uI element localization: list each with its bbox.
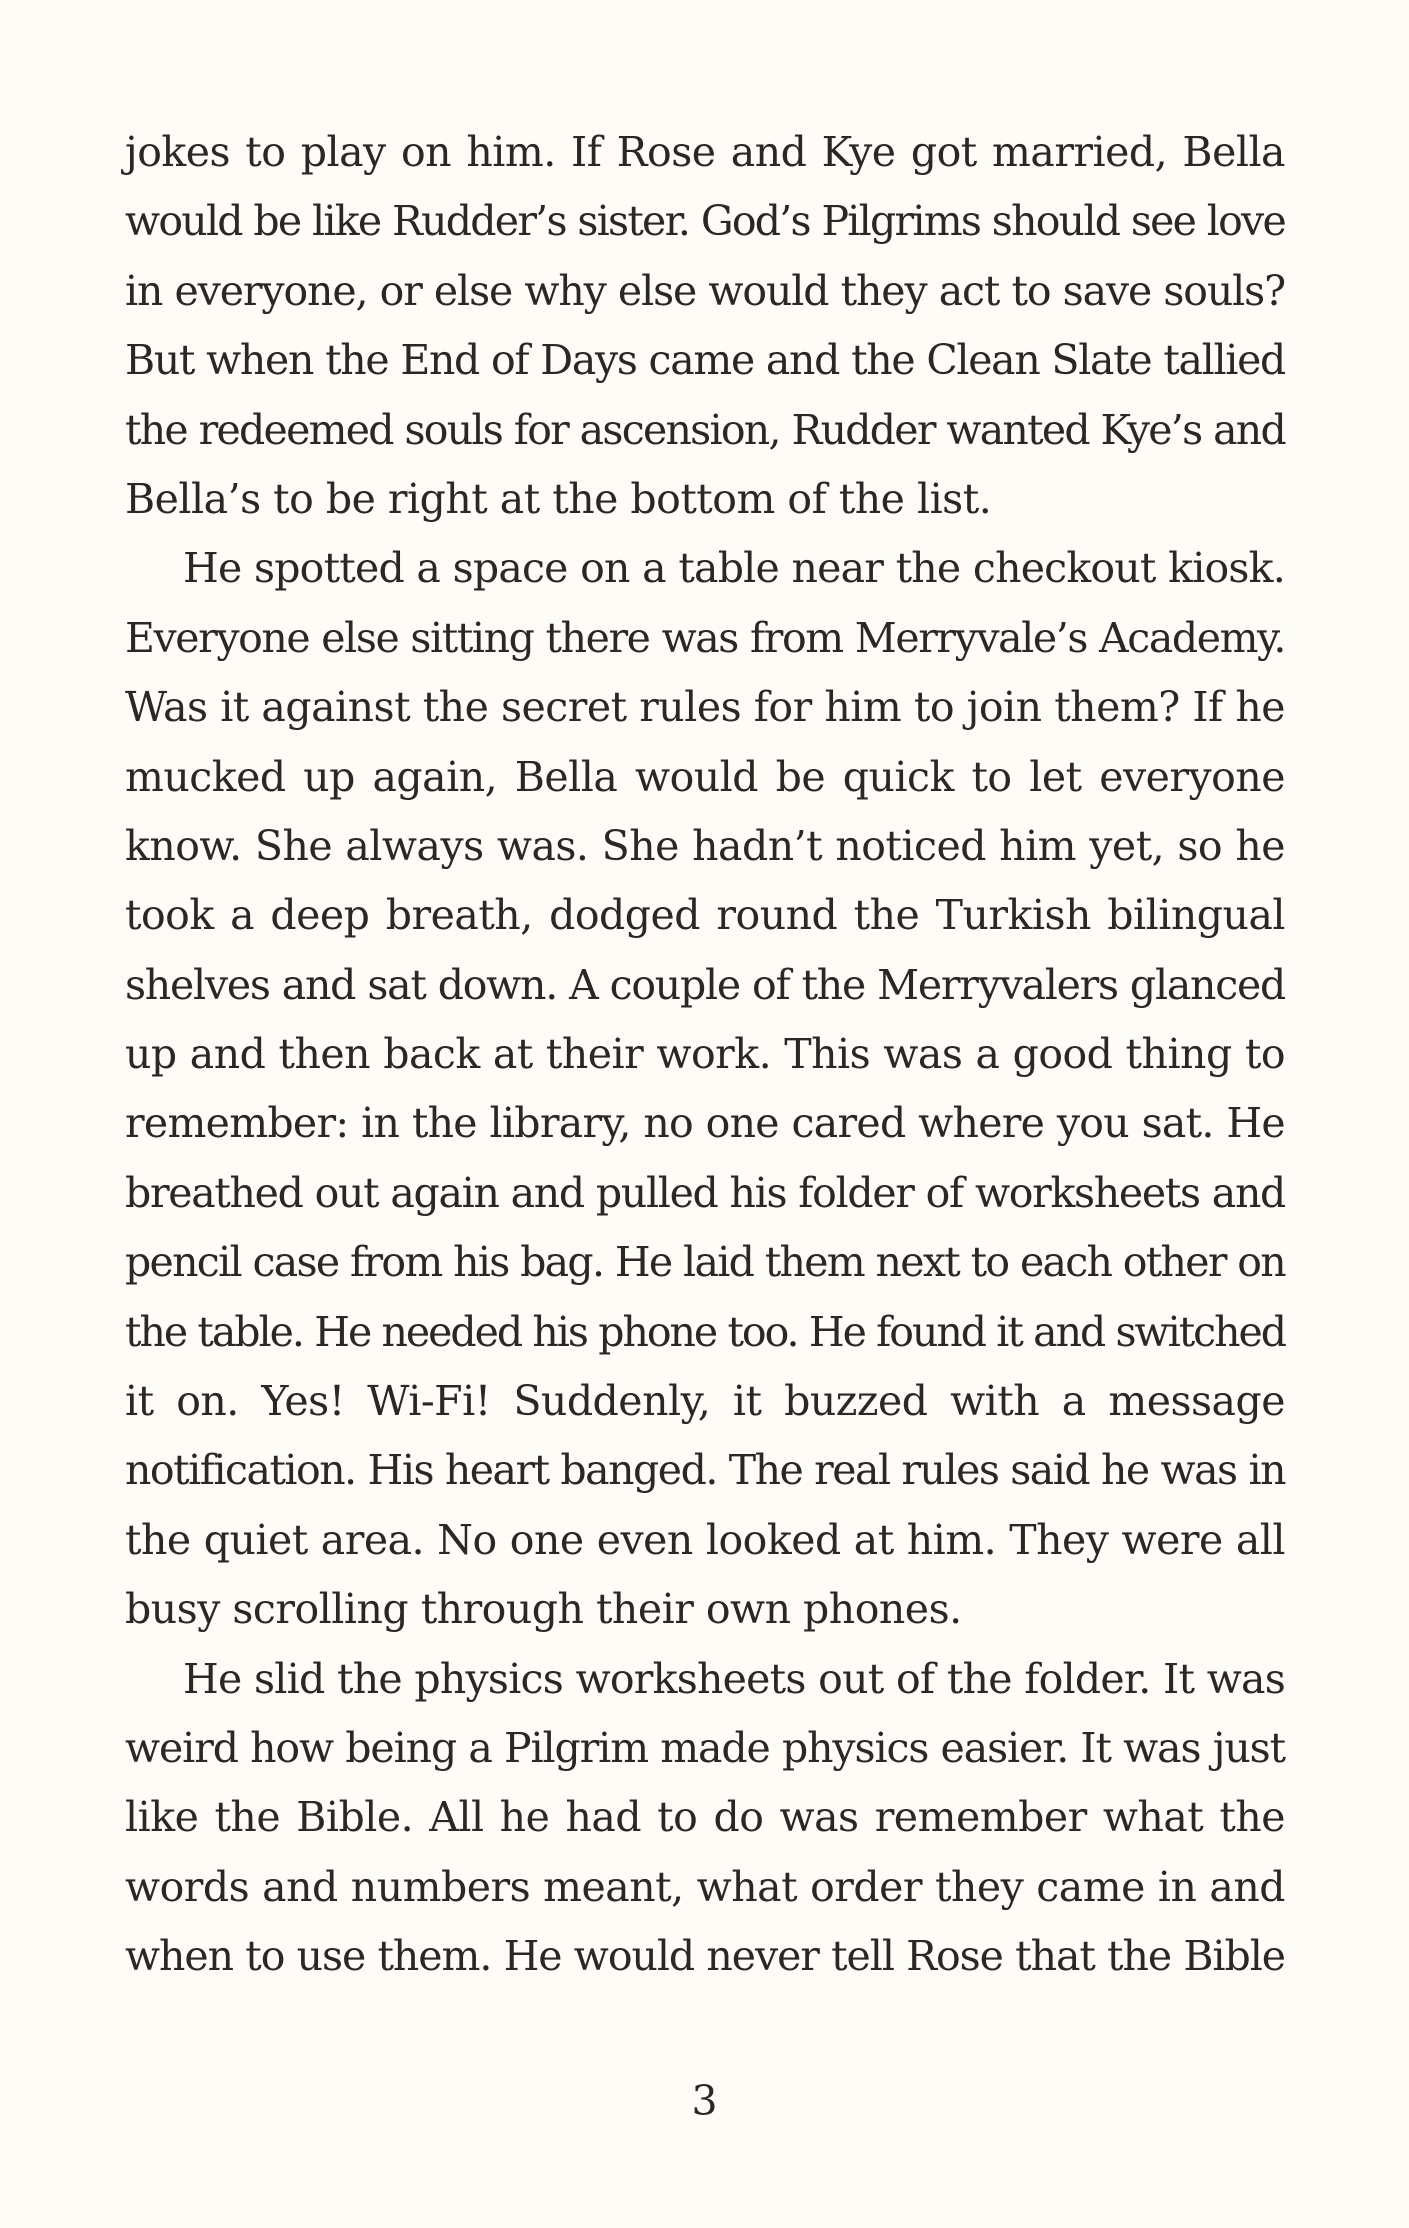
- text-line: know. She always was. She hadn’t noticed him yet, so he: [125, 821, 1285, 870]
- text-line: notification. His heart banged. The real rules said he was in: [125, 1446, 1285, 1495]
- text-line: the quiet area. No one even looked at him. They were all: [125, 1515, 1285, 1564]
- text-line: Bella’s to be right at the bottom of the list.: [125, 474, 992, 523]
- text-line: would be like Rudder’s sister. God’s Pilgrims should see love: [125, 197, 1285, 246]
- text-line: jokes to play on him. If Rose and Kye got married, Bella: [125, 128, 1285, 176]
- text-line: breathed out again and pulled his folder of worksheets and: [125, 1168, 1285, 1217]
- text-line: But when the End of Days came and the Clean Slate tallied: [125, 336, 1285, 385]
- text-line: the table. He needed his phone too. He found it and switched: [125, 1307, 1285, 1356]
- paragraph-1: [125, 118, 1285, 534]
- text-line: like the Bible. All he had to do was remember what the: [125, 1793, 1285, 1842]
- text-line: He spotted a space on a table near the checkout kiosk.: [183, 544, 1285, 593]
- text-line: words and numbers meant, what order they came in and: [125, 1862, 1285, 1911]
- text-line: remember: in the library, no one cared where you sat. He: [125, 1099, 1285, 1148]
- text-line: He slid the physics worksheets out of the folder. It was: [183, 1654, 1285, 1703]
- page-number: 3: [691, 2077, 718, 2125]
- text-line: shelves and sat down. A couple of the Merryvalers glanced: [125, 960, 1285, 1009]
- text-line: took a deep breath, dodged round the Turkish bilingual: [125, 891, 1285, 940]
- text-line: weird how being a Pilgrim made physics easier. It was just: [125, 1723, 1285, 1772]
- body-text: [125, 118, 1285, 1992]
- text-line: up and then back at their work. This was a good thing to: [125, 1030, 1285, 1079]
- text-line: mucked up again, Bella would be quick to let everyone: [125, 752, 1285, 801]
- text-line: busy scrolling through their own phones.: [125, 1585, 962, 1634]
- paragraph-3: [125, 1645, 1285, 1992]
- text-line: Was it against the secret rules for him to join them? If he: [125, 683, 1285, 732]
- text-line: in everyone, or else why else would they act to save souls?: [125, 266, 1285, 315]
- text-line: the redeemed souls for ascension, Rudder wanted Kye’s and: [125, 405, 1285, 454]
- text-line: pencil case from his bag. He laid them next to each other on: [125, 1238, 1285, 1287]
- text-line: it on. Yes! Wi-Fi! Suddenly, it buzzed with a message: [125, 1377, 1285, 1426]
- text-line: when to use them. He would never tell Rose that the Bible: [125, 1932, 1285, 1981]
- paragraph-2: [125, 534, 1285, 1644]
- text-line: Everyone else sitting there was from Merryvale’s Academy.: [125, 613, 1285, 662]
